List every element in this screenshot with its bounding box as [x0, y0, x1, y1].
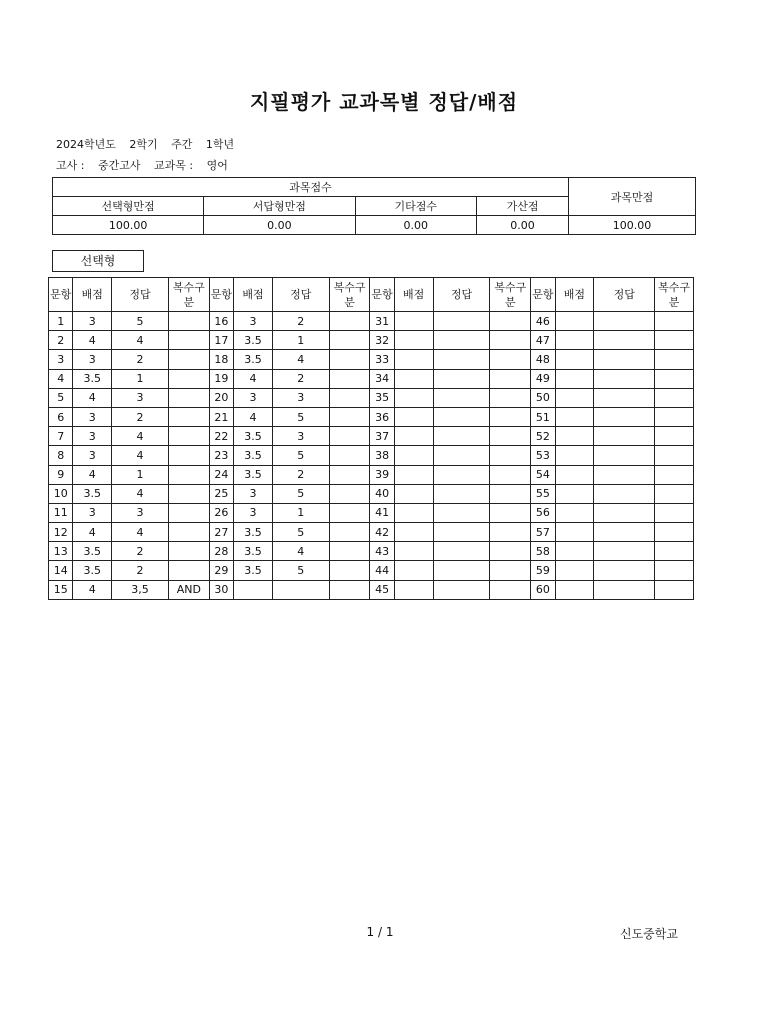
cell-points — [555, 465, 594, 484]
cell-answer: 4 — [272, 542, 329, 561]
cell-question-number: 47 — [531, 331, 555, 350]
cell-points — [555, 427, 594, 446]
cell-multi-answer — [329, 312, 370, 331]
cell-points: 3.5 — [234, 350, 273, 369]
cell-answer — [433, 427, 490, 446]
header-answer: 정답 — [272, 278, 329, 312]
cell-answer: 5 — [272, 484, 329, 503]
cell-answer: 4 — [112, 331, 169, 350]
cell-points: 3 — [73, 503, 112, 522]
cell-answer: 1 — [272, 331, 329, 350]
cell-multi-answer — [169, 388, 210, 407]
cell-multi-answer — [169, 312, 210, 331]
cell-answer: 3,5 — [112, 580, 169, 599]
score-column-header: 기타점수 — [355, 197, 477, 216]
cell-question-number: 52 — [531, 427, 555, 446]
cell-points — [555, 369, 594, 388]
table-row — [49, 503, 694, 522]
cell-question-number: 6 — [49, 407, 73, 426]
header-multi-answer: 복수구분 — [490, 278, 531, 312]
cell-question-number: 19 — [209, 369, 233, 388]
cell-multi-answer — [490, 446, 531, 465]
cell-answer: 3 — [272, 427, 329, 446]
cell-answer — [433, 446, 490, 465]
cell-question-number: 50 — [531, 388, 555, 407]
cell-multi-answer — [655, 388, 694, 407]
cell-multi-answer — [329, 331, 370, 350]
cell-points: 3 — [73, 350, 112, 369]
cell-multi-answer — [490, 331, 531, 350]
cell-multi-answer — [169, 523, 210, 542]
score-value: 100.00 — [53, 216, 204, 235]
subject-score-table — [52, 177, 696, 235]
header-multi-answer: 복수구분 — [169, 278, 210, 312]
cell-answer — [433, 388, 490, 407]
cell-multi-answer — [329, 523, 370, 542]
cell-answer — [433, 465, 490, 484]
cell-answer: 4 — [272, 350, 329, 369]
cell-multi-answer — [490, 503, 531, 522]
cell-multi-answer — [329, 407, 370, 426]
cell-answer: 3 — [112, 388, 169, 407]
cell-answer — [433, 503, 490, 522]
cell-answer — [594, 542, 655, 561]
table-row — [49, 369, 694, 388]
cell-question-number: 4 — [49, 369, 73, 388]
cell-multi-answer — [329, 427, 370, 446]
header-question-number: 문항 — [370, 278, 394, 312]
cell-question-number: 53 — [531, 446, 555, 465]
cell-question-number: 40 — [370, 484, 394, 503]
cell-points — [555, 580, 594, 599]
cell-question-number: 12 — [49, 523, 73, 542]
answer-header-row — [49, 278, 694, 312]
header-points: 배점 — [394, 278, 433, 312]
cell-points: 4 — [73, 523, 112, 542]
cell-answer — [433, 561, 490, 580]
cell-multi-answer — [490, 312, 531, 331]
cell-points — [394, 542, 433, 561]
session: 주간 — [171, 138, 193, 151]
cell-answer — [433, 580, 490, 599]
cell-multi-answer — [169, 446, 210, 465]
cell-question-number: 41 — [370, 503, 394, 522]
header-answer: 정답 — [433, 278, 490, 312]
cell-multi-answer — [329, 484, 370, 503]
header-answer: 정답 — [112, 278, 169, 312]
cell-points: 3 — [73, 312, 112, 331]
cell-multi-answer — [169, 369, 210, 388]
cell-multi-answer — [329, 503, 370, 522]
cell-question-number: 43 — [370, 542, 394, 561]
cell-multi-answer — [490, 465, 531, 484]
cell-points — [555, 446, 594, 465]
cell-question-number: 5 — [49, 388, 73, 407]
cell-points — [555, 561, 594, 580]
cell-answer: 4 — [112, 446, 169, 465]
cell-points — [394, 312, 433, 331]
cell-question-number: 16 — [209, 312, 233, 331]
cell-points — [394, 580, 433, 599]
cell-answer: 4 — [112, 523, 169, 542]
score-column-header: 선택형만점 — [53, 197, 204, 216]
cell-multi-answer — [655, 427, 694, 446]
cell-question-number: 37 — [370, 427, 394, 446]
cell-multi-answer — [490, 369, 531, 388]
cell-answer — [594, 446, 655, 465]
cell-multi-answer — [329, 561, 370, 580]
header-points: 배점 — [555, 278, 594, 312]
cell-answer: 5 — [112, 312, 169, 331]
cell-question-number: 46 — [531, 312, 555, 331]
cell-question-number: 32 — [370, 331, 394, 350]
cell-points: 3.5 — [73, 561, 112, 580]
cell-answer: 2 — [112, 561, 169, 580]
header-question-number: 문항 — [49, 278, 73, 312]
score-column-header: 가산점 — [477, 197, 569, 216]
cell-answer — [433, 484, 490, 503]
cell-answer — [594, 388, 655, 407]
cell-question-number: 44 — [370, 561, 394, 580]
cell-question-number: 33 — [370, 350, 394, 369]
cell-answer — [594, 561, 655, 580]
cell-multi-answer — [169, 542, 210, 561]
cell-multi-answer — [169, 503, 210, 522]
cell-question-number: 30 — [209, 580, 233, 599]
cell-answer: 1 — [272, 503, 329, 522]
cell-answer: 2 — [112, 350, 169, 369]
total-score-header: 과목만점 — [569, 178, 696, 216]
cell-question-number: 27 — [209, 523, 233, 542]
cell-question-number: 23 — [209, 446, 233, 465]
cell-multi-answer: AND — [169, 580, 210, 599]
cell-answer — [433, 369, 490, 388]
cell-multi-answer — [490, 427, 531, 446]
cell-question-number: 11 — [49, 503, 73, 522]
score-value: 0.00 — [355, 216, 477, 235]
cell-question-number: 54 — [531, 465, 555, 484]
cell-answer — [594, 503, 655, 522]
cell-multi-answer — [490, 542, 531, 561]
cell-points: 3.5 — [73, 484, 112, 503]
cell-multi-answer — [490, 350, 531, 369]
cell-answer — [594, 580, 655, 599]
cell-points — [555, 484, 594, 503]
cell-points — [394, 407, 433, 426]
cell-points: 4 — [73, 580, 112, 599]
table-row — [49, 427, 694, 446]
cell-question-number: 17 — [209, 331, 233, 350]
cell-question-number: 36 — [370, 407, 394, 426]
cell-answer — [433, 523, 490, 542]
cell-points: 3.5 — [234, 561, 273, 580]
cell-points: 3.5 — [234, 427, 273, 446]
cell-answer — [594, 465, 655, 484]
cell-multi-answer — [169, 331, 210, 350]
cell-answer: 2 — [272, 312, 329, 331]
cell-question-number: 58 — [531, 542, 555, 561]
score-group-header: 과목점수 — [53, 178, 569, 197]
cell-points: 3 — [234, 388, 273, 407]
cell-multi-answer — [329, 465, 370, 484]
cell-multi-answer — [169, 407, 210, 426]
cell-multi-answer — [655, 523, 694, 542]
cell-answer: 5 — [272, 523, 329, 542]
cell-question-number: 42 — [370, 523, 394, 542]
cell-points — [394, 331, 433, 350]
cell-multi-answer — [490, 580, 531, 599]
cell-points — [555, 542, 594, 561]
cell-question-number: 26 — [209, 503, 233, 522]
cell-multi-answer — [655, 542, 694, 561]
cell-question-number: 49 — [531, 369, 555, 388]
cell-answer: 2 — [272, 369, 329, 388]
total-score-value: 100.00 — [569, 216, 696, 235]
cell-multi-answer — [169, 427, 210, 446]
exam-value: 중간고사 — [97, 159, 141, 172]
cell-answer — [272, 580, 329, 599]
cell-question-number: 51 — [531, 407, 555, 426]
cell-points: 4 — [73, 388, 112, 407]
cell-answer: 1 — [112, 369, 169, 388]
cell-points: 3 — [73, 407, 112, 426]
info-line-term — [56, 136, 244, 152]
cell-points — [394, 523, 433, 542]
cell-answer — [594, 407, 655, 426]
cell-points: 4 — [73, 465, 112, 484]
section-label-multiple-choice: 선택형 — [52, 250, 144, 272]
school-name: 신도중학교 — [620, 927, 678, 941]
cell-multi-answer — [329, 542, 370, 561]
header-question-number: 문항 — [531, 278, 555, 312]
cell-question-number: 39 — [370, 465, 394, 484]
cell-question-number: 56 — [531, 503, 555, 522]
cell-points — [394, 446, 433, 465]
cell-question-number: 29 — [209, 561, 233, 580]
cell-answer — [594, 523, 655, 542]
cell-multi-answer — [655, 350, 694, 369]
cell-multi-answer — [655, 580, 694, 599]
cell-points: 4 — [73, 331, 112, 350]
cell-question-number: 10 — [49, 484, 73, 503]
cell-multi-answer — [329, 369, 370, 388]
cell-multi-answer — [655, 407, 694, 426]
cell-question-number: 8 — [49, 446, 73, 465]
cell-multi-answer — [655, 369, 694, 388]
cell-answer — [433, 350, 490, 369]
cell-multi-answer — [169, 561, 210, 580]
cell-points: 3.5 — [234, 446, 273, 465]
cell-points — [394, 465, 433, 484]
cell-answer: 3 — [272, 388, 329, 407]
score-value: 0.00 — [204, 216, 355, 235]
cell-multi-answer — [490, 407, 531, 426]
cell-answer — [594, 427, 655, 446]
table-row — [49, 523, 694, 542]
answer-key-table — [48, 277, 694, 600]
cell-answer — [433, 542, 490, 561]
cell-points: 3.5 — [234, 331, 273, 350]
cell-question-number: 13 — [49, 542, 73, 561]
cell-points: 3.5 — [234, 523, 273, 542]
cell-question-number: 14 — [49, 561, 73, 580]
cell-question-number: 25 — [209, 484, 233, 503]
cell-multi-answer — [169, 484, 210, 503]
page-number: 1 / 1 — [366, 925, 394, 939]
cell-question-number: 2 — [49, 331, 73, 350]
cell-answer — [433, 407, 490, 426]
cell-answer: 2 — [112, 407, 169, 426]
cell-question-number: 15 — [49, 580, 73, 599]
cell-question-number: 20 — [209, 388, 233, 407]
cell-answer: 2 — [272, 465, 329, 484]
cell-multi-answer — [169, 465, 210, 484]
score-value: 0.00 — [477, 216, 569, 235]
cell-points: 3.5 — [234, 542, 273, 561]
cell-question-number: 45 — [370, 580, 394, 599]
cell-points — [555, 407, 594, 426]
cell-question-number: 34 — [370, 369, 394, 388]
cell-answer — [594, 484, 655, 503]
cell-answer — [433, 331, 490, 350]
cell-answer — [433, 312, 490, 331]
cell-answer: 5 — [272, 561, 329, 580]
cell-points — [394, 561, 433, 580]
cell-points: 4 — [234, 407, 273, 426]
table-row — [49, 465, 694, 484]
cell-question-number: 21 — [209, 407, 233, 426]
cell-multi-answer — [169, 350, 210, 369]
cell-answer — [594, 369, 655, 388]
exam-label: 고사 : — [56, 159, 85, 172]
cell-question-number: 38 — [370, 446, 394, 465]
table-row — [49, 407, 694, 426]
cell-points: 3 — [73, 427, 112, 446]
cell-answer: 1 — [112, 465, 169, 484]
grade: 1학년 — [205, 138, 235, 151]
cell-multi-answer — [329, 388, 370, 407]
cell-question-number: 9 — [49, 465, 73, 484]
subject-value: 영어 — [206, 159, 228, 172]
header-multi-answer: 복수구분 — [329, 278, 370, 312]
cell-question-number: 31 — [370, 312, 394, 331]
cell-points: 4 — [234, 369, 273, 388]
cell-multi-answer — [655, 446, 694, 465]
cell-points: 3.5 — [73, 369, 112, 388]
cell-points — [555, 331, 594, 350]
cell-answer: 3 — [112, 503, 169, 522]
cell-multi-answer — [329, 580, 370, 599]
cell-multi-answer — [329, 350, 370, 369]
header-answer: 정답 — [594, 278, 655, 312]
table-row — [49, 350, 694, 369]
cell-multi-answer — [490, 484, 531, 503]
cell-question-number: 55 — [531, 484, 555, 503]
cell-points — [394, 503, 433, 522]
table-row — [49, 542, 694, 561]
cell-points: 3 — [234, 484, 273, 503]
cell-points — [555, 350, 594, 369]
cell-question-number: 28 — [209, 542, 233, 561]
cell-points: 3 — [73, 446, 112, 465]
cell-question-number: 24 — [209, 465, 233, 484]
cell-multi-answer — [490, 523, 531, 542]
cell-multi-answer — [490, 561, 531, 580]
header-multi-answer: 복수구분 — [655, 278, 694, 312]
header-points: 배점 — [73, 278, 112, 312]
cell-question-number: 35 — [370, 388, 394, 407]
table-row — [49, 580, 694, 599]
cell-question-number: 1 — [49, 312, 73, 331]
cell-question-number: 48 — [531, 350, 555, 369]
table-row — [49, 484, 694, 503]
cell-points: 3.5 — [73, 542, 112, 561]
cell-answer — [594, 331, 655, 350]
table-row — [49, 312, 694, 331]
cell-question-number: 22 — [209, 427, 233, 446]
cell-answer — [594, 350, 655, 369]
cell-multi-answer — [655, 561, 694, 580]
cell-points — [555, 388, 594, 407]
cell-question-number: 3 — [49, 350, 73, 369]
header-question-number: 문항 — [209, 278, 233, 312]
cell-points — [394, 350, 433, 369]
cell-multi-answer — [490, 388, 531, 407]
document-title: 지필평가 교과목별 정답/배점 — [249, 90, 519, 114]
cell-answer: 5 — [272, 446, 329, 465]
cell-points: 3.5 — [234, 465, 273, 484]
cell-points: 3 — [234, 312, 273, 331]
table-row — [49, 561, 694, 580]
cell-multi-answer — [655, 312, 694, 331]
cell-points — [394, 484, 433, 503]
cell-points — [555, 523, 594, 542]
cell-answer: 5 — [272, 407, 329, 426]
cell-question-number: 57 — [531, 523, 555, 542]
score-column-header: 서답형만점 — [204, 197, 355, 216]
cell-multi-answer — [655, 503, 694, 522]
cell-answer: 4 — [112, 484, 169, 503]
semester: 2학기 — [129, 138, 158, 151]
cell-multi-answer — [329, 446, 370, 465]
cell-points: 3 — [234, 503, 273, 522]
cell-question-number: 7 — [49, 427, 73, 446]
cell-points — [394, 427, 433, 446]
table-row — [49, 331, 694, 350]
cell-answer: 2 — [112, 542, 169, 561]
cell-question-number: 18 — [209, 350, 233, 369]
cell-question-number: 59 — [531, 561, 555, 580]
cell-points — [555, 312, 594, 331]
cell-question-number: 60 — [531, 580, 555, 599]
cell-multi-answer — [655, 484, 694, 503]
cell-multi-answer — [655, 331, 694, 350]
cell-points — [394, 369, 433, 388]
info-line-exam — [56, 157, 238, 173]
cell-answer: 4 — [112, 427, 169, 446]
cell-points — [394, 388, 433, 407]
cell-answer — [594, 312, 655, 331]
cell-points — [234, 580, 273, 599]
cell-points — [555, 503, 594, 522]
table-row — [49, 446, 694, 465]
subject-label: 교과목 : — [153, 159, 194, 172]
table-row — [49, 388, 694, 407]
school-year: 2024학년도 — [56, 138, 116, 151]
cell-multi-answer — [655, 465, 694, 484]
header-points: 배점 — [234, 278, 273, 312]
